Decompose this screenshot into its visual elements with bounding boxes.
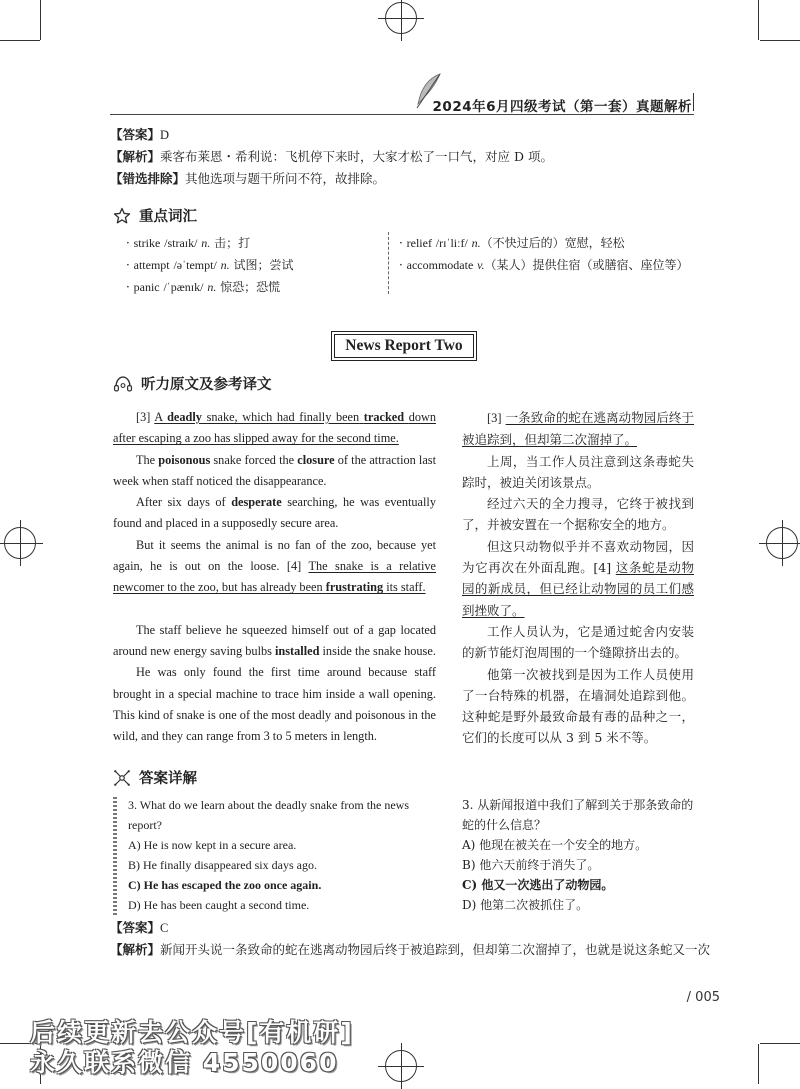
bottom-analysis-line [110,940,710,960]
vocab-section-title [113,205,197,226]
en-paragraph-2: The poisonous snake forced the closure of the attraction last week when staff noticed the disappearance. [113,452,437,488]
en-paragraph-4: But it seems the animal is no fan of the zoo, because yet again, he is out on the loose. [4] The snake is a relative newcomer to the zoo, but has already been frustrating its staff. [113,537,436,595]
question-stem-cn: 3. 从新闻报道中我们了解到关于那条致命的蛇的什么信息？ [462,798,694,832]
vocab-item: · accommodate v.（某人）提供住宿（或膳宿、座位等） [399,258,689,272]
answer-value: C [160,921,169,935]
question-stem: 3. What do we learn about the deadly snake from the news report? [128,798,410,832]
exclude-text: 其他选项与题干所问不符，故排除。 [185,171,386,186]
cn-paragraph-3: 经过六天的全力搜寻，它终于被找到了，并被安置在一个据称安全的地方。 [462,496,694,533]
answer-label: 【答案】 [110,920,161,935]
cn-paragraph-4: 但这只动物似乎并不喜欢动物园，因为它再次在外面乱跑。[4] 这条蛇是动物园的新成员，但已经让动物园的员工们感到挫败了。 [462,538,694,618]
cn-paragraph-5: 工作人员认为，它是通过蛇舍内安装的新节能灯泡周围的一个缝隙挤出去的。 [462,623,694,661]
question-bar [113,797,117,915]
page-number: / 005 [686,990,720,1005]
transcript-chinese [462,407,694,749]
en-paragraph-5: The staff believe he squeezed himself out of a gap located around new energy saving bulbs installed inside the snake house. [113,622,436,658]
answers-section-title [113,767,197,788]
vocab-left-list [126,232,381,298]
news-report-title: News Report Two [331,331,477,361]
exclude-label: 【错选排除】 [110,171,186,186]
analysis-text: 新闻开头说一条致命的蛇在逃离动物园后终于被追踪到，但却第二次溜掉了，也就是说这条蛇又一次 [160,942,710,957]
answers-title: 答案详解 [139,771,197,787]
bottom-answer-line [110,918,710,938]
vocab-right-list [399,232,699,276]
analysis-label: 【解析】 [110,149,161,164]
vocab-item: · panic /ˈpænɪk/ n. 惊恐；恐慌 [126,280,281,294]
headphone-icon [113,375,133,393]
option-a: A) He is now kept in a secure area. [128,838,297,852]
analysis-text: 乘客布莱恩・希利说：飞机停下来时，大家才松了一口气，对应 D 项。 [160,149,553,164]
question-english [128,795,438,915]
en-paragraph-6: He was only found the first time around because staff brought in a special machine to trace him inside a wall opening. This kind of snake is one of the most deadly and poisonous in the wild, and they can range from 3 to 5 meters in length. [113,665,436,744]
answer-label: 【答案】 [110,127,161,142]
option-d: D) He has been caught a second time. [128,898,310,912]
top-exclude-line [110,169,710,189]
header-divider [693,93,694,111]
star-icon [113,207,131,225]
analysis-label: 【解析】 [110,942,161,957]
top-answer-line [110,125,710,145]
en-paragraph-3: After six days of desperate searching, he was eventually found and placed in a supposedly secure area. [113,495,436,531]
vocab-divider [388,232,389,294]
option-c: C) He has escaped the zoo once again. [128,878,322,892]
transcript-english [113,407,436,747]
vocab-title: 重点词汇 [139,209,197,225]
cn-paragraph-1: [3] 一条致命的蛇在逃离动物园后终于被追踪到，但却第二次溜掉了。 [462,410,694,448]
cn-paragraph-2: 上周，当工作人员注意到这条毒蛇失踪时，被迫关闭该景点。 [462,453,694,490]
vocab-item: · strike /straɪk/ n. 击；打 [126,236,251,250]
answer-value: D [160,128,170,142]
page-header-title: 2024年6月四级考试（第一套）真题解析 [432,99,692,115]
cn-paragraph-6: 他第一次被找到是因为工作人员使用了一台特殊的机器，在墙洞处追踪到他。这种蛇是野外最致命最有毒的品种之一，它们的长度可以从 3 到 5 米不等。 [462,666,694,746]
vocab-item: · attempt /əˈtempt/ n. 试图；尝试 [126,258,294,272]
option-c-cn: C) 他又一次逃出了动物园。 [462,878,614,892]
transcript-title: 听力原文及参考译文 [141,377,272,393]
top-analysis-line [110,147,710,167]
answer-icon [113,769,131,787]
option-a-cn: A) 他现在被关在一个安全的地方。 [462,838,648,852]
watermark-line-1: 后续更新去公众号[有机研] [30,1018,354,1047]
vocab-item: · relief /rɪˈliːf/ n.（不快过后的）宽慰，轻松 [399,236,625,250]
option-b-cn: B) 他六天前终于消失了。 [462,858,600,872]
option-b: B) He finally disappeared six days ago. [128,858,317,872]
question-chinese [462,795,694,915]
option-d-cn: D) 他第二次被抓住了。 [462,898,589,912]
watermark-line-2: 永久联系微信 4550060 [30,1048,339,1077]
header-rule [110,114,694,115]
en-paragraph-1: [3] A deadly snake, which had finally been tracked down after escaping a zoo has slipped away for the second time. [113,410,437,446]
transcript-section-title [113,373,272,394]
